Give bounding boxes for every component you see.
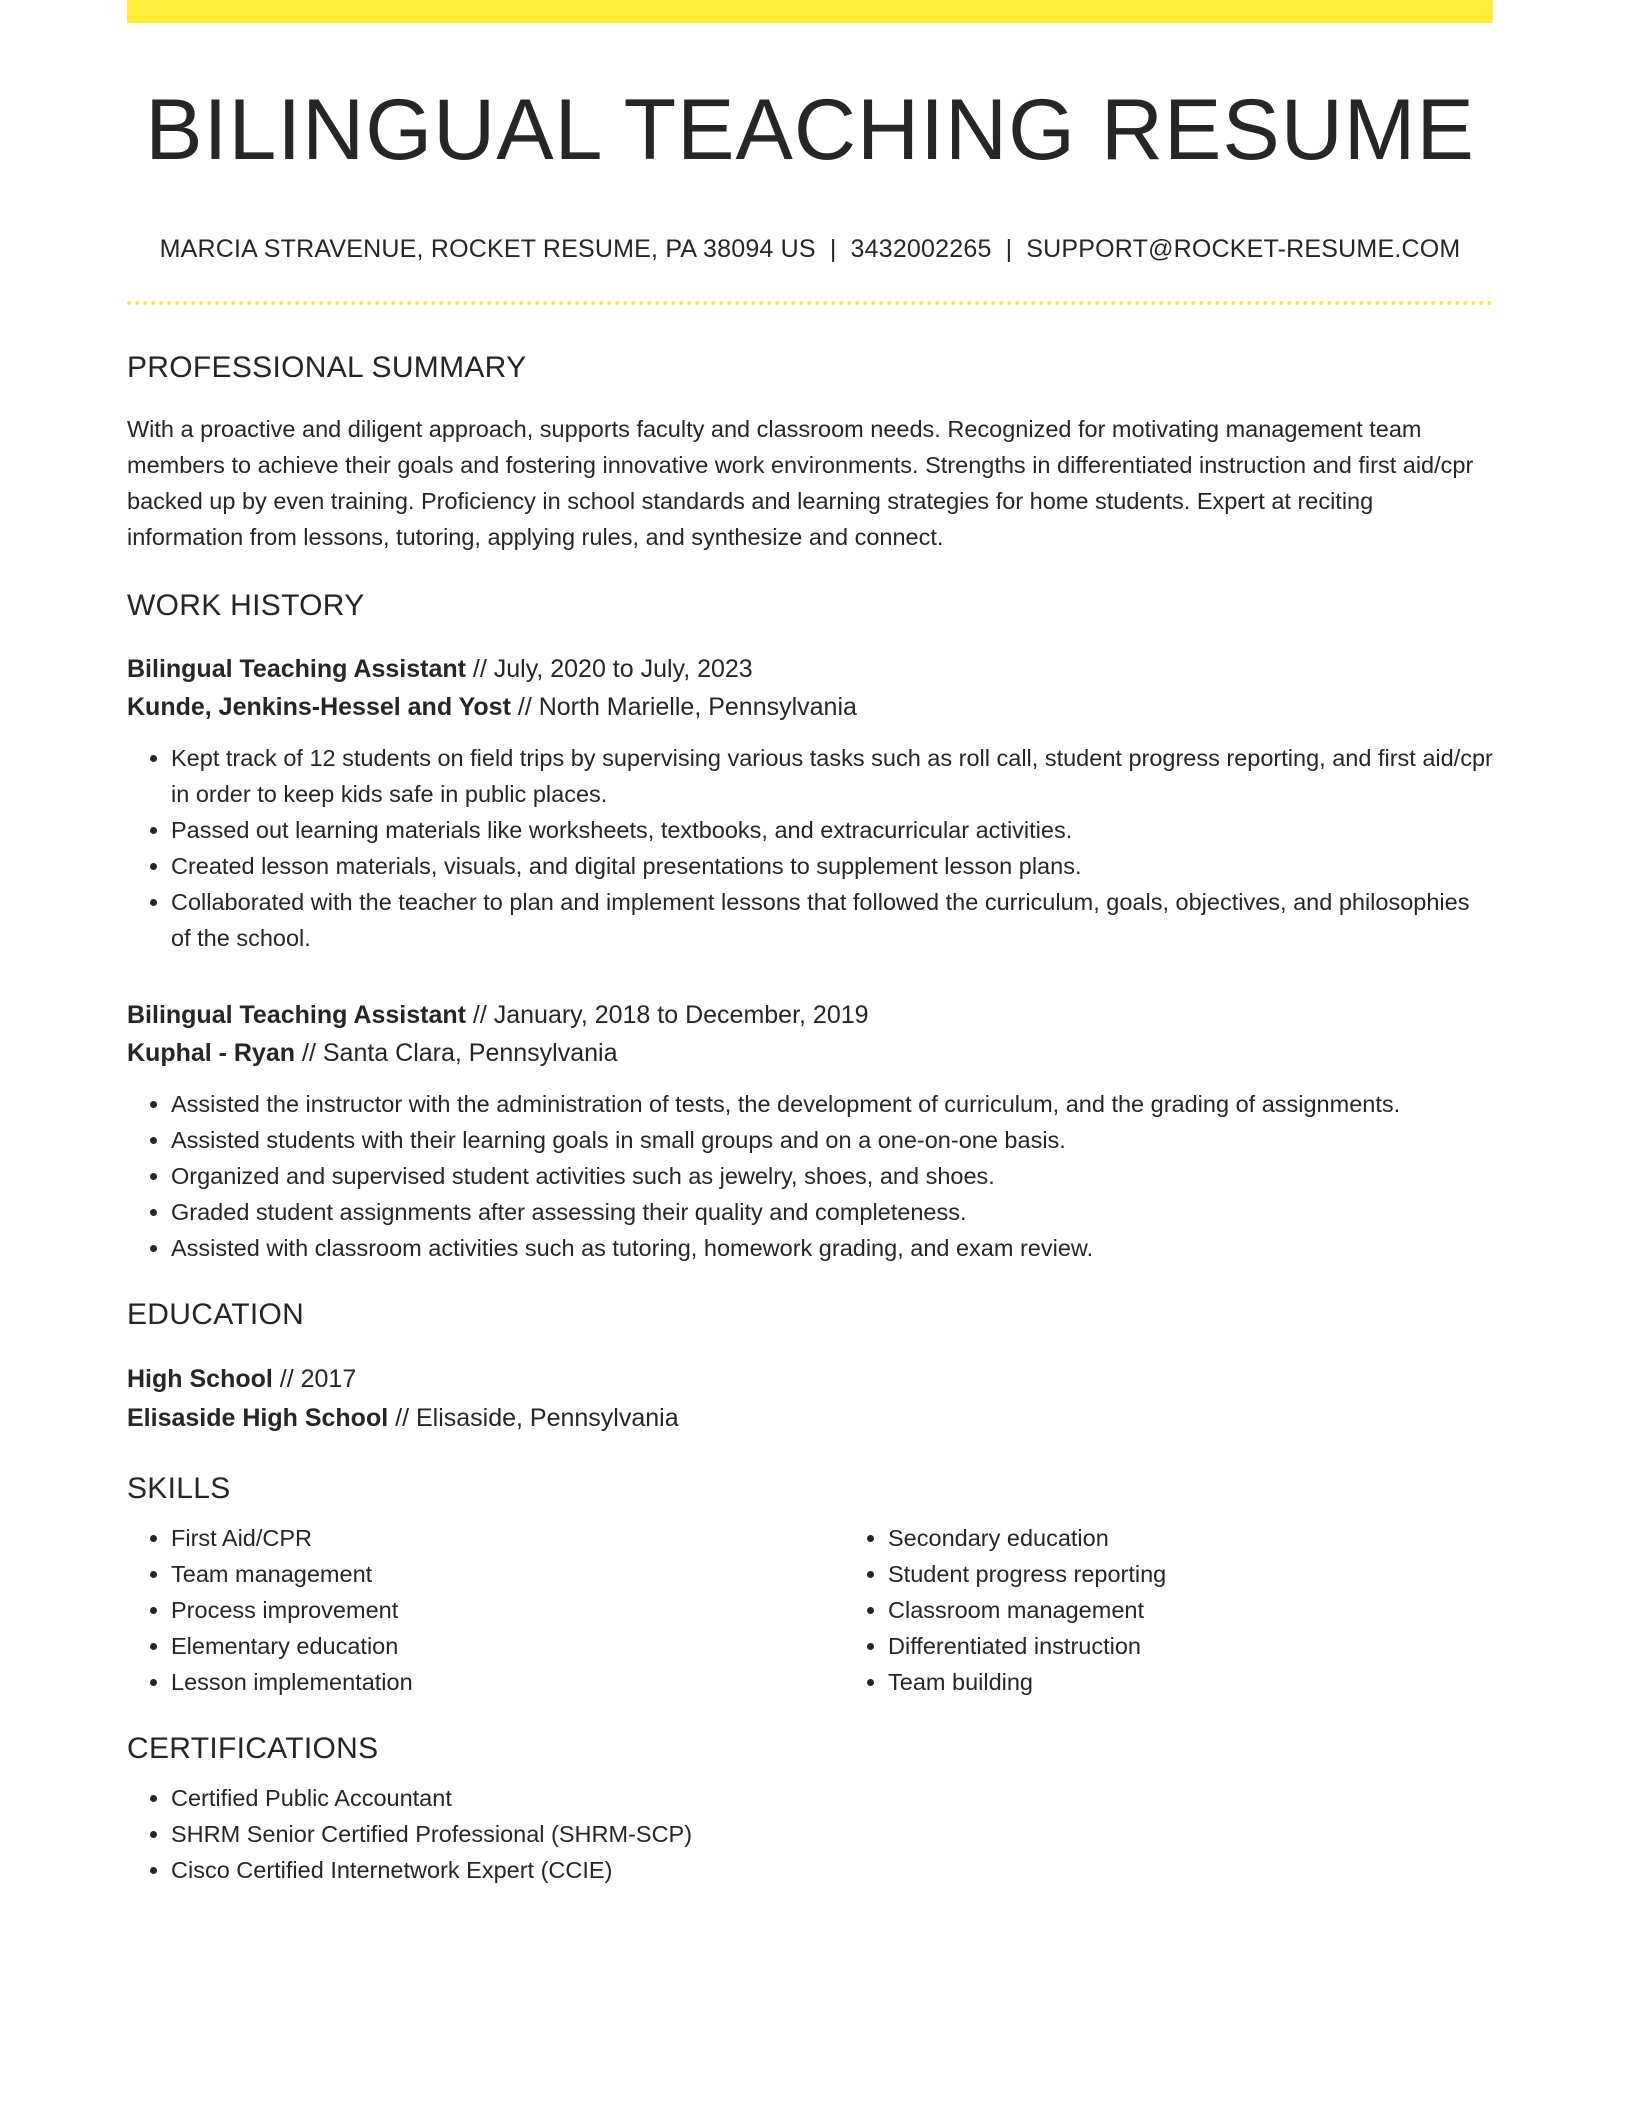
education-degree-line — [127, 1360, 1493, 1399]
job-entry — [127, 650, 1493, 956]
list-item: • SHRM Senior Certified Professional (SHRM-SCP) — [171, 1816, 1493, 1852]
list-item: • Kept track of 12 students on field trips by supervising various tasks such as roll call, student progress reporting, and first aid/cpr in order to keep kids safe in public places. — [171, 740, 1493, 812]
summary-text: With a proactive and diligent approach, supports faculty and classroom needs. Recognized for motivating management team members to achieve their goals and fostering innovative work environments. Strengths in differentiated instruction and first aid/cpr backed up by even training. Proficiency in school standards and learning strategies for home students. Expert at reciting information from lessons, tutoring, applying rules, and synthesize and connect. — [127, 416, 1474, 551]
list-item: • Classroom management — [888, 1592, 1561, 1628]
job-bullets — [127, 1086, 1493, 1266]
list-item: • Differentiated instruction — [888, 1628, 1561, 1664]
skills-heading: SKILLS — [127, 1472, 231, 1506]
contact-email: SUPPORT@ROCKET-RESUME.COM — [1026, 235, 1461, 264]
list-item: • Lesson implementation — [171, 1664, 844, 1700]
education-location: // Elisaside, Pennsylvania — [395, 1404, 679, 1433]
contact-phone: 3432002265 — [850, 235, 992, 264]
list-item: • Process improvement — [171, 1592, 844, 1628]
list-item: • Certified Public Accountant — [171, 1780, 1493, 1816]
list-item: • Created lesson materials, visuals, and digital presentations to supplement lesson plans. — [171, 848, 1493, 884]
list-item: • Team management — [171, 1556, 844, 1592]
job-dates: // July, 2020 to July, 2023 — [472, 655, 753, 684]
skills-right-column — [844, 1520, 1561, 1700]
summary-heading: PROFESSIONAL SUMMARY — [127, 351, 527, 385]
certifications-heading: CERTIFICATIONS — [127, 1732, 379, 1766]
list-item: • Collaborated with the teacher to plan and implement lessons that followed the curriculum, goals, objectives, and philosophies of the school. — [171, 884, 1493, 956]
education-entry — [127, 1360, 1493, 1438]
job-dates: // January, 2018 to December, 2019 — [472, 1001, 869, 1030]
list-item: • Graded student assignments after assessing their quality and completeness. — [171, 1194, 1493, 1230]
list-item: • Assisted with classroom activities such as tutoring, homework grading, and exam review. — [171, 1230, 1493, 1266]
job-title-line — [127, 996, 1493, 1034]
job-company-line — [127, 1034, 1493, 1072]
list-item: • Assisted students with their learning goals in small groups and on a one-on-one basis. — [171, 1122, 1493, 1158]
job-title: Bilingual Teaching Assistant — [127, 655, 466, 684]
resume-title: BILINGUAL TEACHING RESUME — [145, 82, 1475, 178]
contact-separator: | — [829, 235, 837, 264]
contact-separator: | — [1005, 235, 1013, 264]
skills-grid — [127, 1520, 1493, 1700]
education-heading: EDUCATION — [127, 1298, 305, 1332]
list-item: • Student progress reporting — [888, 1556, 1561, 1592]
job-bullets — [127, 740, 1493, 956]
list-item: • First Aid/CPR — [171, 1520, 844, 1556]
education-year: // 2017 — [279, 1365, 357, 1394]
resume-page — [127, 0, 1493, 1888]
education-degree: High School — [127, 1365, 273, 1394]
job-company: Kuphal - Ryan — [127, 1039, 296, 1068]
job-entry — [127, 996, 1493, 1266]
dotted-divider — [127, 301, 1493, 305]
contact-address: MARCIA STRAVENUE, ROCKET RESUME, PA 38094 US — [159, 235, 816, 264]
job-location: // North Marielle, Pennsylvania — [517, 693, 857, 722]
job-location: // Santa Clara, Pennsylvania — [302, 1039, 618, 1068]
list-item: • Elementary education — [171, 1628, 844, 1664]
list-item: • Cisco Certified Internetwork Expert (CCIE) — [171, 1852, 1493, 1888]
list-item: • Organized and supervised student activities such as jewelry, shoes, and shoes. — [171, 1158, 1493, 1194]
list-item: • Assisted the instructor with the administration of tests, the development of curriculum, and the grading of assignments. — [171, 1086, 1493, 1122]
certifications-list — [127, 1780, 1493, 1888]
job-company: Kunde, Jenkins-Hessel and Yost — [127, 693, 511, 722]
top-accent-bar — [127, 0, 1493, 23]
list-item: • Passed out learning materials like worksheets, textbooks, and extracurricular activities. — [171, 812, 1493, 848]
work-history-heading: WORK HISTORY — [127, 589, 365, 623]
job-title: Bilingual Teaching Assistant — [127, 1001, 466, 1030]
contact-line — [127, 235, 1493, 264]
education-school: Elisaside High School — [127, 1404, 389, 1433]
job-company-line — [127, 688, 1493, 726]
list-item: • Secondary education — [888, 1520, 1561, 1556]
list-item: • Team building — [888, 1664, 1561, 1700]
education-school-line — [127, 1399, 1493, 1438]
job-title-line — [127, 650, 1493, 688]
skills-left-column — [127, 1520, 844, 1700]
